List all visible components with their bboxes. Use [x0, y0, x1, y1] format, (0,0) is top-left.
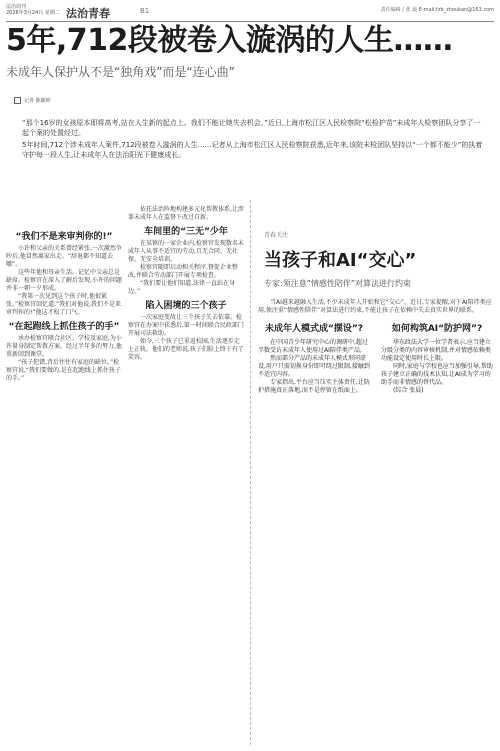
headline: 5年,712段被卷入漩涡的人生……: [6, 23, 453, 58]
body-paragraph: (综合 张晨): [393, 387, 424, 394]
side-column-left: [258, 321, 370, 395]
masthead: [6, 4, 60, 16]
subheading: 如何构筑AI“防护网”?: [391, 324, 483, 334]
section-title: 法治青春: [66, 7, 110, 20]
body-paragraph: 小许和父亲的关系曾经紧张,一次激烈争吵后,他冒然离家出走。“辞退都不知道去哪”。: [6, 245, 122, 268]
page-number: B1: [140, 7, 150, 15]
body-paragraph: 依托法治阵地构建多元化帮教体系,让涉罪未成年人在监督下改过自新。: [128, 206, 244, 221]
page-header: [6, 4, 494, 20]
body-paragraph: 华东政法大学一位学者表示,应当建立分级分类的内容审核机制,并对情感依赖类功能设定使用时长上限。: [381, 339, 491, 362]
body-paragraph: 在中国青少年研究中心的调研中,超过半数受访未成年人使用过AI陪伴类产品。: [258, 339, 368, 354]
column-divider: [250, 200, 251, 745]
body-paragraph: “我们要让他们知道,法律一直站在身边。”: [128, 280, 236, 295]
subheading: 未成年人模式成“摆设”?: [264, 324, 364, 334]
paper-name: 法治周刊: [6, 4, 27, 10]
body-paragraph: 这些年他和母亲生活。记忆中父亲总是缺席。检察官在深入了解后发现,小许的问题并非一朝一夕形成。: [6, 269, 122, 292]
header-divider: [6, 21, 494, 22]
editor-info: 责任编辑 / 张 晨 E-mail:fzb_zhoukan@163.com: [380, 7, 494, 13]
subheadline: 未成年人保护从不是“独角戏”而是“连心曲”: [6, 65, 235, 79]
side-article: [258, 230, 493, 395]
body-paragraph: 专家指出,平台应当压实主体责任,让防护措施真正落地,而不是停留在纸面上。: [258, 379, 370, 394]
subheading: “在起跑线上抓住孩子的手”: [8, 322, 120, 332]
article-column-1: [6, 227, 122, 383]
body-paragraph: 如今,三个孩子已重返校园,生活逐步走上正轨。他们的老师说,孩子们脸上终于有了笑容。: [128, 338, 244, 361]
subheading: 陷入困境的三个孩子: [145, 301, 227, 311]
issue-date: 2026年3月24日 星期二: [6, 10, 60, 16]
body-paragraph: 一次家庭变故让三个孩子失去依靠。检察官在办案中获悉后,第一时间联合民政部门开展司法救助。: [128, 314, 244, 337]
lead-paragraphs: [22, 118, 484, 162]
side-article-columns: [258, 321, 493, 395]
body-paragraph: “孩子犯错,背后往往有家庭的缺位。”检察官说,“我们要做的,是在起跑线上抓住孩子的手。”: [6, 359, 121, 382]
body-paragraph: 然而部分产品的未成年人模式形同虚设,用户只需切换身份即可绕过限制,接触到不适宜内容。: [258, 355, 370, 378]
subheading: 车间里的“三无”少年: [144, 227, 228, 237]
lead-paragraph: “那个16岁的女孩原本即将高考,站在人生新的起点上。我们不能让她失去机会。”近日,上海市松江区人民检察院“松检护苗”未成年人检察团队分享了一起个案的处置经过。: [22, 119, 481, 137]
lead-paragraph: 5年时间,712个涉未成年人案件,712段被卷入漩涡的人生……记者从上海市松江区人民检察院获悉,近年来,该院未检团队坚持以“一个都不能少”的执着守护每一段人生,让未成年人在法治阳光下健康成长。: [22, 141, 483, 159]
body-paragraph: 同时,家庭与学校也应当加强引导,帮助孩子建立正确的技术认知,让AI成为学习的助手而非情感的替代品。: [381, 363, 493, 386]
body-paragraph: 在某镇的一家企业内,检察官发现数名未成年人从事不适宜的劳动,且无合同、无社保、无安全培训。: [128, 240, 244, 263]
side-article-title: 当孩子和AI“交心”: [264, 250, 417, 271]
byline: [14, 97, 51, 104]
subheading: “我们不是来审判你的!”: [15, 232, 113, 242]
side-article-tag: 青春关注: [264, 232, 289, 239]
side-column-right: [381, 321, 493, 395]
side-article-lead: 当AI越来越融入生活,不少未成年人开始和它“交心”。近日,专家提醒,对于AI陪伴类应用,须注重“情感性陪伴”对算法进行约束,不能让孩子在依赖中失去真实世界的联系。: [258, 299, 492, 314]
byline-text: 记者 陈颖婷: [24, 98, 51, 104]
side-article-subtitle: 专家:须注意“情感性陪伴”对算法进行约束: [264, 279, 411, 288]
article-column-2: [128, 206, 244, 362]
body-paragraph: 检察官随即启动相关程序,督促企业整改,并联合劳动部门开展专项检查。: [128, 264, 238, 279]
body-paragraph: “我第一次见到这个孩子时,他很紧张。”检察官回忆道,“我们对他说,我们不是来审判你的!”他这才松了口气。: [6, 293, 122, 316]
body-paragraph: 承办检察官联合社区、学校及家庭,为小许量身制定帮教方案。经过半年多的努力,他重新回到课堂。: [6, 335, 122, 358]
byline-icon: [14, 97, 21, 104]
